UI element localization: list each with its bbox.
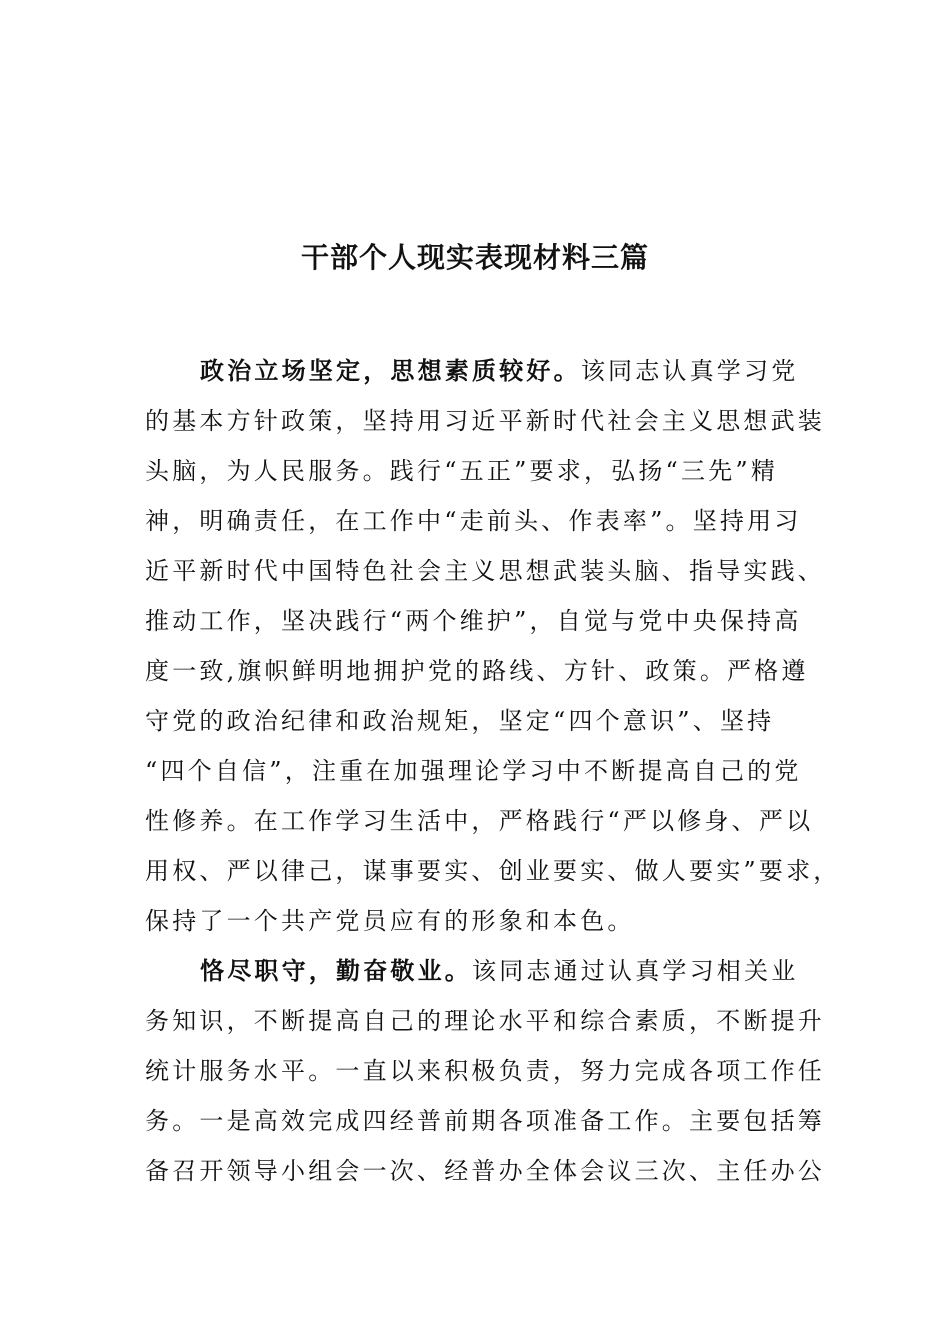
paragraph-line: 神，明确责任，在工作中“走前头、作表率”。坚持用习 (145, 507, 802, 535)
paragraph-line: 推动工作，坚决践行“两个维护”，自觉与党中央保持高 (145, 607, 802, 635)
paragraph-line: 的基本方针政策，坚持用习近平新时代社会主义思想武装 (145, 407, 825, 435)
paragraph-2-text: 该同志通过认真学习相关业 (472, 957, 799, 985)
document-title: 干部个人现实表现材料三篇 (300, 241, 649, 274)
paragraph-line: 守党的政治纪律和政治规矩，坚定“四个意识”、坚持 (145, 707, 775, 735)
paragraph-1-text: 该同志认真学习党 (580, 357, 799, 385)
paragraph-line: 近平新时代中国特色社会主义思想武装头脑、指导实践、 (145, 557, 825, 585)
paragraph-2-lead: 恪尽职守，勤奋敬业。 (200, 956, 472, 985)
paragraph-1-line-1 (145, 346, 825, 396)
paragraph-line: 备召开领导小组会一次、经普办全体会议三次、主任办公 (145, 1157, 825, 1185)
paragraph-line: 性修养。在工作学习生活中，严格践行“严以修身、严以 (145, 807, 814, 835)
paragraph-line: 务。一是高效完成四经普前期各项准备工作。主要包括筹 (145, 1107, 825, 1135)
paragraph-line: 度一致,旗帜鲜明地拥护党的路线、方针、政策。严格遵 (145, 657, 809, 685)
paragraph-line: 统计服务水平。一直以来积极负责，努力完成各项工作任 (145, 1057, 825, 1085)
paragraph-line: “四个自信”，注重在加强理论学习中不断提高自己的党 (145, 757, 802, 785)
paragraph-line: 保持了一个共产党员应有的形象和本色。 (145, 907, 635, 935)
paragraph-line: 务知识，不断提高自己的理论水平和综合素质，不断提升 (145, 1007, 825, 1035)
paragraph-2-line-1 (145, 946, 825, 996)
document-body (145, 346, 841, 1196)
paragraph-line: 头脑，为人民服务。践行“五正”要求，弘扬“三先”精 (145, 457, 779, 485)
paragraph-line: 用权、严以律己，谋事要实、创业要实、做人要实”要求， (145, 857, 841, 885)
paragraph-1-lead: 政治立场坚定，思想素质较好。 (200, 356, 581, 385)
